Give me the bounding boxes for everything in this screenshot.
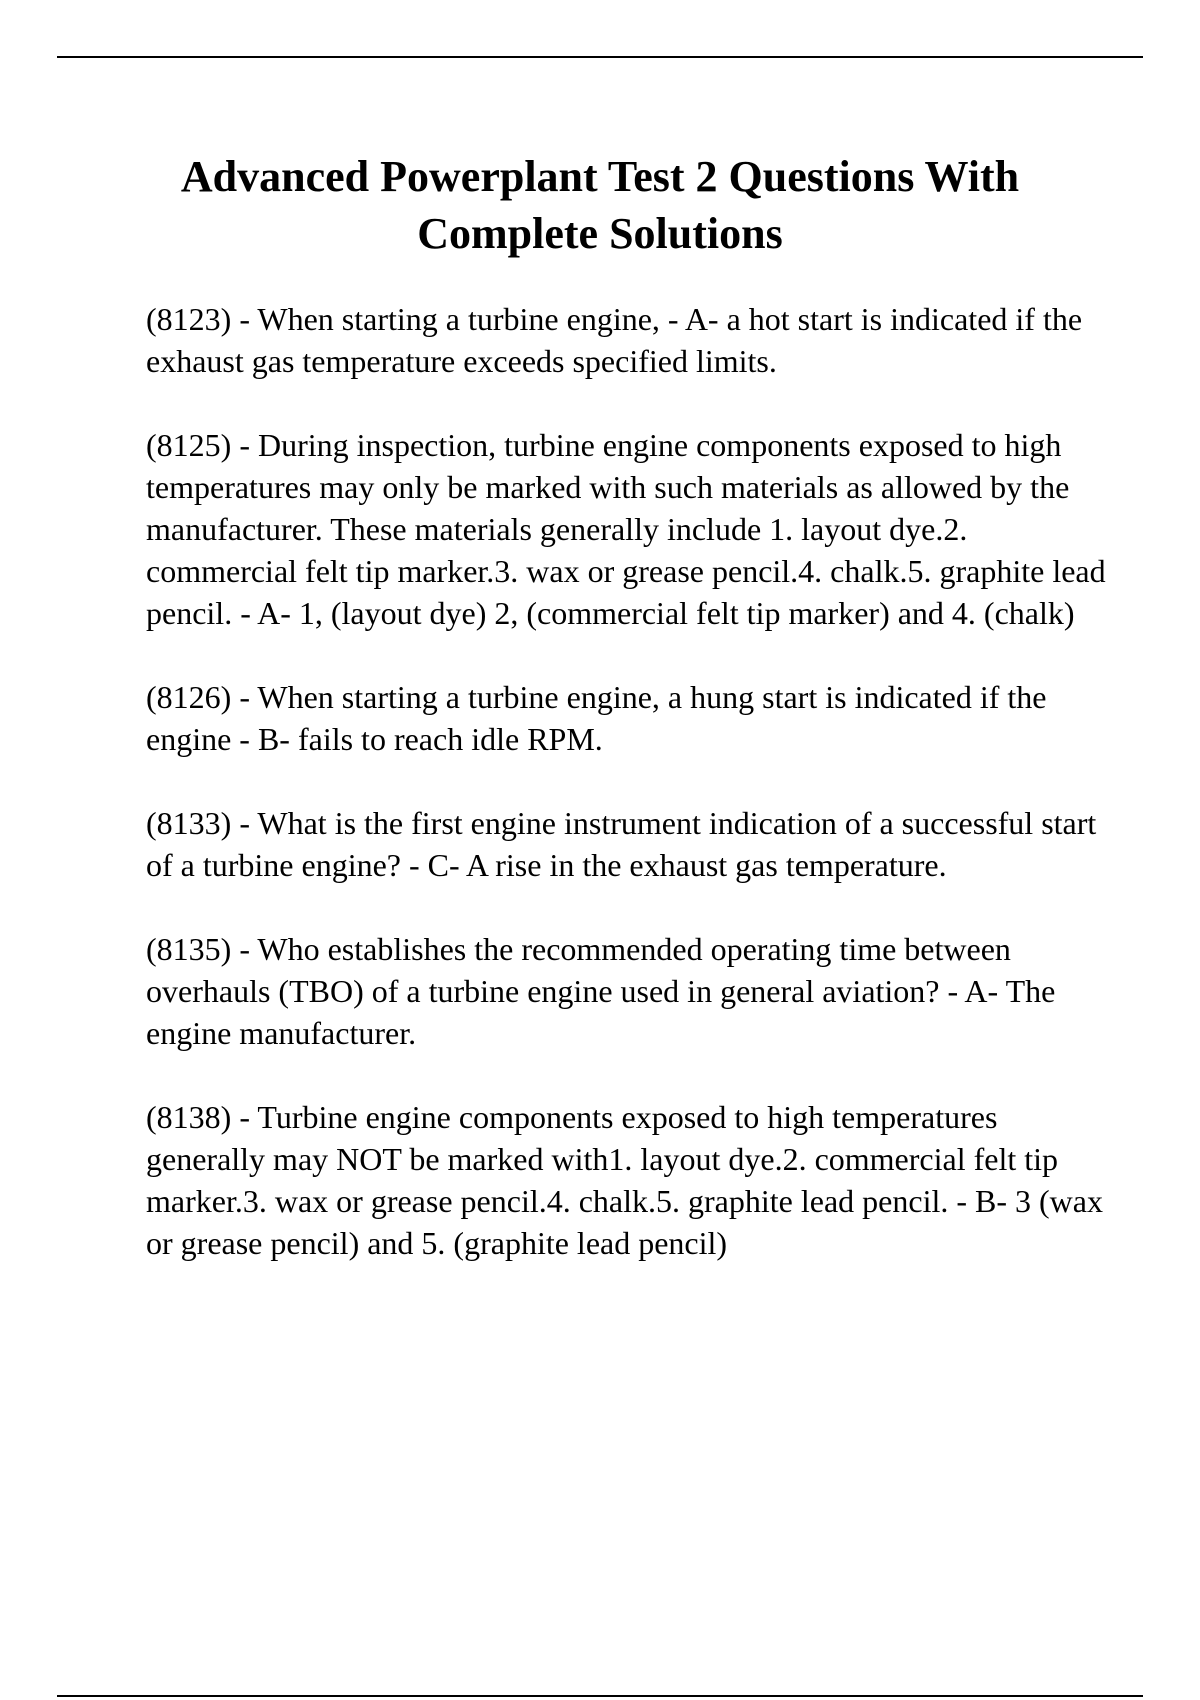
question-list [146, 298, 1106, 1306]
header-rule [57, 56, 1143, 58]
question-item-8135: (8135) - Who establishes the recommended operating time between overhauls (TBO) of a turbine engine used in general aviation? - A- The engine manufacturer. [146, 931, 1056, 1051]
page-title: Advanced Powerplant Test 2 Questions With Complete Solutions [180, 152, 1020, 258]
question-item-8125: (8125) - During inspection, turbine engine components exposed to high temperatures may only be marked with such materials as allowed by the manufacturer. These materials generally include 1. layout dye.2. commercial felt tip marker.3. wax or grease pencil.4. chalk.5. graphite lead pencil. - A- 1, (layout dye) 2, (commercial felt tip marker) and 4. (chalk) [146, 427, 1106, 631]
question-item-8138: (8138) - Turbine engine components exposed to high temperatures generally may NOT be marked with1. layout dye.2. commercial felt tip marker.3. wax or grease pencil.4. chalk.5. graphite lead pencil. - B- 3 (wax or grease pencil) and 5. (graphite lead pencil) [146, 1099, 1103, 1261]
question-item-8123: (8123) - When starting a turbine engine, - A- a hot start is indicated if the exhaust gas temperature exceeds specified limits. [146, 301, 1083, 379]
footer-rule [57, 1695, 1143, 1697]
question-item-8133: (8133) - What is the first engine instrument indication of a successful start of a turbine engine? - C- A rise in the exhaust gas temperature. [146, 805, 1097, 883]
question-item-8126: (8126) - When starting a turbine engine, a hung start is indicated if the engine - B- fails to reach idle RPM. [146, 679, 1047, 757]
